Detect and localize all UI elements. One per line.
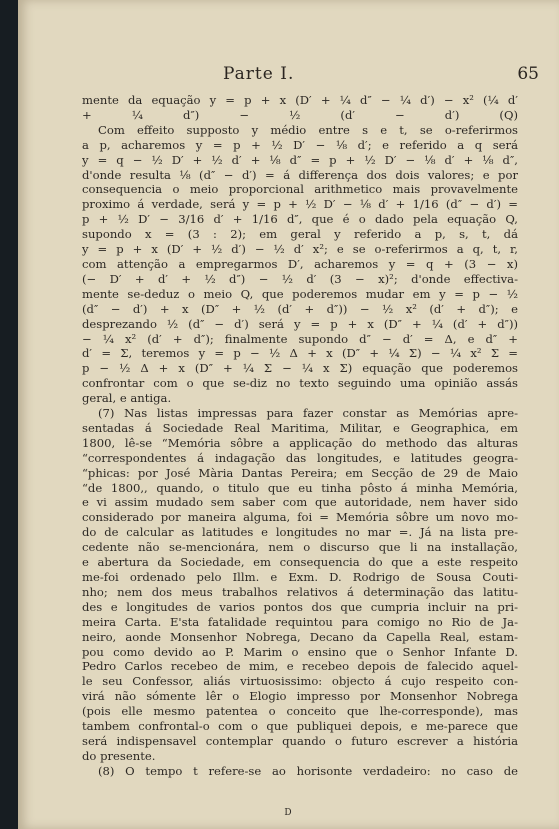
text-line: p − ½ Δ + x (D″ + ¼ Σ − ¼ x Σ) equação que poderemos (82, 361, 518, 376)
text-line: Pedro Carlos recebeo de mim, e recebeo depois de falecido aquel- (82, 659, 518, 674)
text-line: (d″ − d′) + x (D″ + ½ (d′ + d″)) − ½ x² (d′ + d″); e (82, 301, 518, 316)
text-line: desprezando ½ (d″ − d′) será y = p + x (D″ + ¼ (d′ + d″)) (82, 316, 518, 331)
text-line: confrontar com o que se-diz no texto seguindo uma opinião assás (82, 376, 518, 391)
text-line: (7) Nas listas impressas para fazer constar as Memórias apre- (98, 406, 518, 421)
text-line: y = p + x (D′ + ½ d′) − ½ d′ x²; e se o-referirmos a q, t, r, (82, 242, 518, 257)
text-line: considerado por maneira alguma, foi = Memória sôbre um novo mo- (82, 510, 518, 525)
text-line: neiro, aonde Monsenhor Nobrega, Decano da Capella Real, estam- (82, 629, 518, 644)
text-line: a p, acharemos y = p + ½ D′ − ⅛ d′; e referido a q será (82, 137, 518, 152)
text-line: nho; nem dos meus trabalhos relativos á determinação das latitu- (82, 584, 518, 599)
text-line: com attenção a empregarmos D′, acharemos y = q + (3 − x) (82, 256, 518, 271)
text-line: será indispensavel contemplar quando o futuro escrever a história (82, 733, 518, 748)
text-line: − ¼ x² (d′ + d″); finalmente supondo d″ − d′ = Δ, e d″ + (82, 331, 518, 346)
text-line: consequencia o meio proporcional arithmetico mais provavelmente (82, 182, 518, 197)
text-line: y = q − ½ D′ + ½ d′ + ⅛ d″ = p + ½ D′ − ⅛ d′ + ⅛ d″, (82, 152, 518, 167)
text-line: d'onde resulta ⅛ (d″ − d′) = á differença dos dois valores; e por (82, 167, 518, 182)
text-line: me-foi ordenado pelo Illm. e Exm. D. Rodrigo de Sousa Couti- (82, 570, 518, 584)
text-line: p + ½ D′ − 3/16 d′ + 1/16 d″, que é o dado pela equação Q, (82, 212, 518, 227)
text-line: e vi assim mudado sem saber com que autoridade, nem haver sido (82, 495, 518, 510)
body-text (82, 93, 518, 779)
text-line: pou como devido ao P. Marim o ensino que o Senhor Infante D. (82, 644, 518, 659)
text-line: d′ = Σ, teremos y = p − ½ Δ + x (D″ + ¼ Σ) − ¼ x² Σ = (82, 346, 518, 361)
running-title: Parte I. (223, 64, 295, 84)
text-line: cedente não se-mencionára, nem o discurso que li na installação, (82, 540, 518, 555)
text-line: 1800, lê-se “Memória sôbre a applicação do methodo das alturas (82, 435, 518, 450)
text-line: “phicas: por José Mària Dantas Pereira; em Secção de 29 de Maio (82, 465, 518, 480)
text-line: virá não sómente lêr o Elogio impresso por Monsenhor Nobrega (82, 689, 518, 704)
text-line: proximo á verdade, será y = p + ½ D′ − ⅛ d′ + 1/16 (d″ − d′) = (82, 197, 518, 212)
text-line: tambem confrontal-o com o que publiquei depois, e me-parece que (82, 719, 518, 734)
text-line: “de 1800,, quando, o titulo que eu tinha pôsto á minha Memória, (82, 480, 518, 495)
text-line: + ¼ d″) − ½ (d′ − d′) (Q) (82, 107, 518, 122)
text-line: des e longitudes de varios pontos dos que cumpria incluir na pri- (82, 599, 518, 614)
text-line: e abertura da Sociedade, em consequencia do que a este respeito (82, 555, 518, 570)
text-line: “correspondentes á indagação das longitudes, e latitudes geogra- (82, 450, 518, 465)
text-line: (pois elle mesmo patentea o conceito que lhe-corresponde), mas (82, 704, 518, 719)
book-page (18, 0, 559, 829)
page-header (18, 64, 559, 88)
text-line: le seu Confessor, aliás virtuosissimo: objecto á cujo respeito con- (82, 674, 518, 689)
text-line: mente se-deduz o meio Q, que poderemos mudar em y = p − ½ (82, 286, 518, 301)
text-line: geral, e antiga. (82, 391, 172, 406)
text-line: do de calcular as latitudes e longitudes no mar =. Já na lista pre- (82, 525, 518, 540)
text-line: mente da equação y = p + x (D′ + ¼ d″ − ¼ d′) − x² (¼ d′ (82, 93, 518, 107)
text-line: meira Carta. E'sta fatalidade requintou para comigo no Rio de Ja- (82, 614, 518, 629)
text-line: (8) O tempo t refere-se ao horisonte verdadeiro: no caso de (98, 763, 518, 778)
text-line: do presente. (82, 748, 156, 763)
text-line: (− D′ + d′ + ½ d″) − ½ d′ (3 − x)²; d'onde effectiva- (82, 271, 518, 286)
text-line: Com effeito supposto y médio entre s e t, se o-referirmos (98, 122, 518, 137)
page-number: 65 (517, 64, 539, 84)
signature-mark: D (284, 808, 293, 818)
text-line: sentadas á Sociedade Real Maritima, Militar, e Geographica, em (82, 420, 518, 435)
text-line: supondo x = (3 : 2); em geral y referido a p, s, t, dá (82, 227, 518, 242)
